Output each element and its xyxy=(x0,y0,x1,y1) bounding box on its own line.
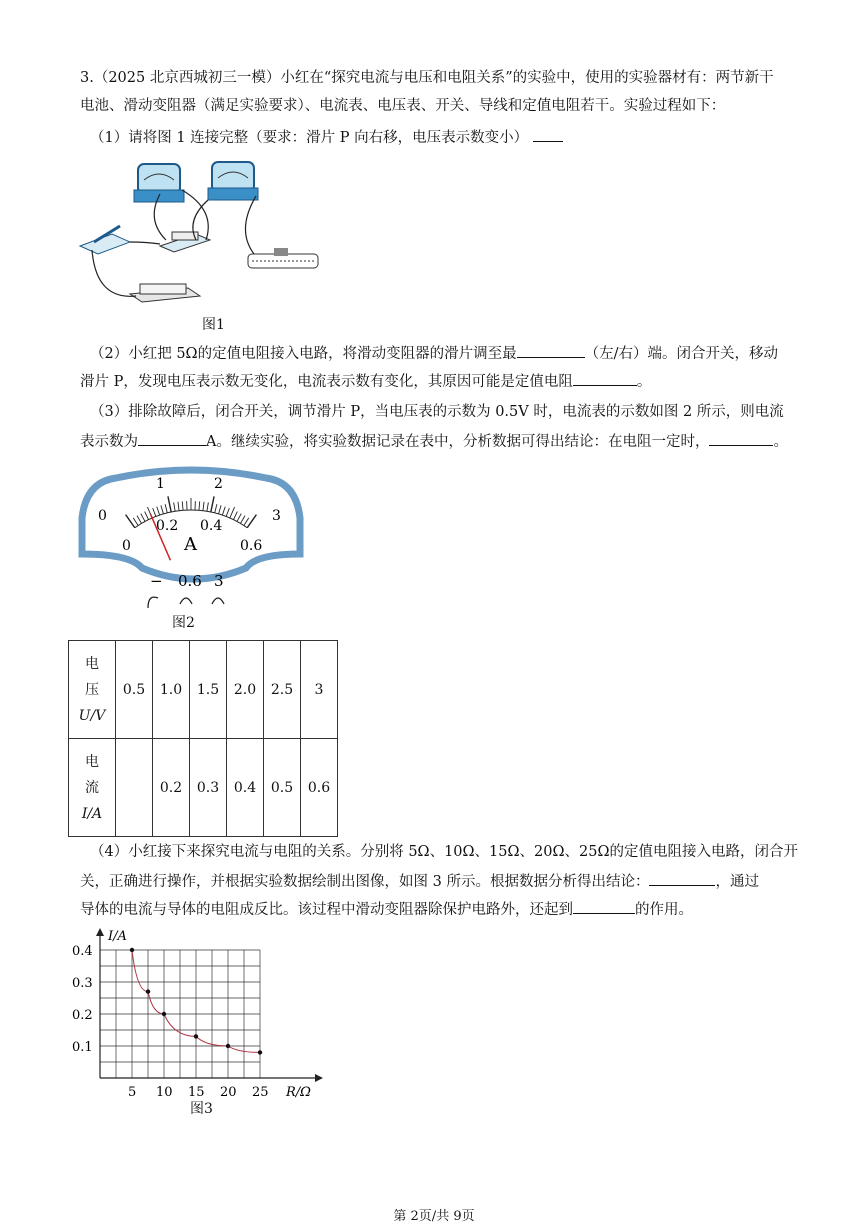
current-header-char2: 流 xyxy=(85,779,99,796)
part4-line3 xyxy=(80,896,800,924)
part3-blank-conclusion[interactable] xyxy=(709,429,773,446)
y-tick-label: 0.1 xyxy=(72,1040,93,1055)
y-axis-label: I/A xyxy=(108,929,127,944)
upper-label-1: 1 xyxy=(156,476,165,492)
voltage-cell: 3 xyxy=(301,641,338,739)
part3-line2-c: 。 xyxy=(773,434,788,450)
data-point xyxy=(194,1034,198,1038)
dial-outer-frame xyxy=(82,470,300,579)
current-header-char1: 电 xyxy=(85,753,99,770)
part2-line1-a: （2）小红把 5Ω的定值电阻接入电路，将滑动变阻器的滑片调至最 xyxy=(90,346,517,362)
terminal-label-negative: − xyxy=(150,572,163,590)
y-tick-label: 0.2 xyxy=(72,1008,93,1023)
part2-line1-b: （左/右）端。闭合开关，移动 xyxy=(584,346,778,362)
table-row-voltage xyxy=(69,641,338,739)
voltage-header-char1: 电 xyxy=(85,655,99,672)
data-point xyxy=(130,948,134,952)
part2-line2-a: 滑片 P，发现电压表示数无变化，电流表示数有变化，其原因可能是定值电阻 xyxy=(80,374,573,390)
lower-label-02: 0.2 xyxy=(156,518,179,534)
data-table xyxy=(68,640,338,837)
figure1-caption: 图1 xyxy=(202,317,225,333)
part3-line2-b: A。继续实验，将实验数据记录在表中，分析数据可得出结论：在电阻一定时， xyxy=(206,434,710,450)
current-cell: 0.4 xyxy=(227,739,264,837)
lower-label-06: 0.6 xyxy=(240,538,263,554)
voltage-header-char2: 压 xyxy=(85,681,99,698)
part2-line2 xyxy=(80,368,800,396)
x-tick-label: 15 xyxy=(188,1085,205,1100)
part2-line1 xyxy=(90,340,810,368)
part2-blank-end[interactable] xyxy=(517,341,585,358)
ammeter-unit-label: A xyxy=(184,534,197,555)
figure3-caption: 图3 xyxy=(190,1101,213,1117)
part1-prompt: （1）请将图 1 连接完整（要求：滑片 P 向右移，电压表示数变小） xyxy=(90,130,529,146)
terminal-3 xyxy=(212,598,224,604)
figure1-circuit xyxy=(76,150,346,320)
upper-label-3: 3 xyxy=(272,508,281,524)
part1-text xyxy=(90,124,810,152)
page-footer: 第 2页/共 9页 xyxy=(393,1209,475,1224)
data-point xyxy=(146,989,150,993)
part4-line2-a: 关，正确进行操作，并根据实验数据绘制出图像，如图 3 所示。根据数据分析得出结论： xyxy=(80,874,650,890)
part4-line2-b: ，通过 xyxy=(715,874,759,890)
current-cell: 0.6 xyxy=(301,739,338,837)
part4-line3-b: 的作用。 xyxy=(635,902,693,918)
current-cell: 0.5 xyxy=(264,739,301,837)
terminal-label-3: 3 xyxy=(214,572,224,590)
voltage-header xyxy=(69,641,116,739)
x-tick-label: 5 xyxy=(128,1085,137,1100)
voltmeter-device xyxy=(208,162,258,200)
voltage-cell: 2.0 xyxy=(227,641,264,739)
part4-blank-conclusion[interactable] xyxy=(649,869,715,886)
figure2-caption: 图2 xyxy=(172,615,195,631)
part3-line1: （3）排除故障后，闭合开关，调节滑片 P，当电压表的示数为 0.5V 时，电流表的示数如图 2 所示，则电流 xyxy=(90,404,784,420)
terminal-label-06: 0.6 xyxy=(178,572,202,590)
part2-blank-reason[interactable] xyxy=(573,369,637,386)
y-tick-label: 0.3 xyxy=(72,976,93,991)
terminal-negative xyxy=(148,597,158,608)
graph-grid xyxy=(100,950,260,1078)
voltage-cell: 1.5 xyxy=(190,641,227,739)
part4-line3-a: 导体的电流与导体的电阻成反比。该过程中滑动变阻器除保护电路外，还起到 xyxy=(80,902,573,918)
data-point xyxy=(162,1012,166,1016)
current-cell: 0.3 xyxy=(190,739,227,837)
voltage-cell: 0.5 xyxy=(116,641,153,739)
x-tick-label: 10 xyxy=(156,1085,173,1100)
x-tick-label: 20 xyxy=(220,1085,237,1100)
y-tick-label: 0.4 xyxy=(72,944,93,959)
lower-label-04: 0.4 xyxy=(200,518,223,534)
y-axis-arrow xyxy=(96,928,104,936)
current-cell: 0.2 xyxy=(153,739,190,837)
part3-line2-a: 表示数为 xyxy=(80,434,138,450)
lower-label-0: 0 xyxy=(122,538,131,554)
part4-line1: （4）小红接下来探究电流与电阻的关系。分别将 5Ω、10Ω、15Ω、20Ω、25Ω的定值电阻接入电路，闭合开 xyxy=(90,844,798,860)
part1-answer-blank[interactable] xyxy=(533,125,563,142)
voltage-header-unit: U/V xyxy=(78,707,106,724)
figure3-graph xyxy=(70,926,330,1106)
switch-device xyxy=(80,226,130,254)
figure2-ammeter-dial xyxy=(76,458,306,618)
voltage-cell: 1.0 xyxy=(153,641,190,739)
current-header-unit: I/A xyxy=(81,805,103,822)
upper-label-0: 0 xyxy=(98,508,107,524)
part3-blank-current[interactable] xyxy=(138,429,206,446)
question-intro-line2: 电池、滑动变阻器（满足实验要求）、电流表、电压表、开关、导线和定值电阻若干。实验过程如下： xyxy=(80,98,726,114)
current-cell-blank[interactable] xyxy=(116,739,153,837)
terminal-06 xyxy=(180,598,192,604)
part3-line2 xyxy=(80,428,800,456)
x-axis-arrow xyxy=(315,1074,323,1082)
question-intro-line1: 3.（2025 北京西城初三一模）小红在“探究电流与电压和电阻关系”的实验中，使用的实验器材有：两节新干 xyxy=(80,70,774,86)
rheostat-device xyxy=(248,248,318,268)
current-header xyxy=(69,739,116,837)
upper-label-2: 2 xyxy=(214,476,223,492)
battery-device xyxy=(130,284,200,302)
resistor-device xyxy=(160,232,210,252)
voltage-cell: 2.5 xyxy=(264,641,301,739)
part4-line2 xyxy=(80,868,800,896)
part4-blank-role[interactable] xyxy=(573,897,635,914)
x-tick-label: 25 xyxy=(252,1085,269,1100)
data-point xyxy=(226,1044,230,1048)
table-row-current xyxy=(69,739,338,837)
part2-line2-b: 。 xyxy=(636,374,652,390)
y-tick-labels xyxy=(72,944,93,1055)
data-point xyxy=(258,1050,262,1054)
x-axis-label: R/Ω xyxy=(286,1085,311,1100)
